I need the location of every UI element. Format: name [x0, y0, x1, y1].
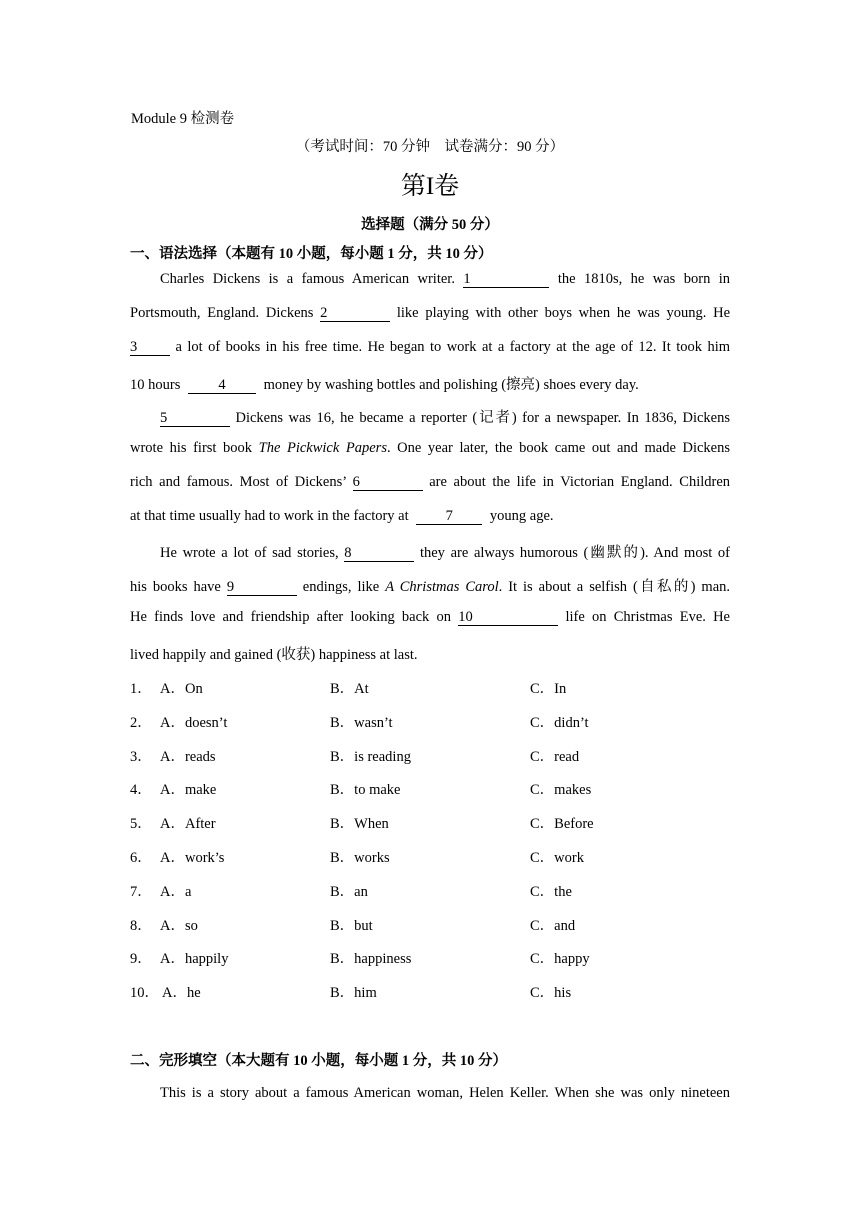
option-number: 6．: [130, 850, 152, 866]
option-a[interactable]: A．After: [160, 816, 216, 832]
option-b[interactable]: B．to make: [330, 782, 401, 798]
passage-text: . One year later, the book came out and made Dickens: [386, 440, 731, 456]
volume-title: 第I卷: [400, 173, 460, 200]
passage-text: money by washing bottles and polishing (擦亮) shoes every day.: [263, 377, 639, 393]
passage-text: they are always humorous (幽默的). And most of: [419, 545, 730, 561]
volume-subtitle: 选择题（满分 50 分）: [361, 217, 499, 233]
option-c[interactable]: C．and: [530, 918, 576, 934]
book-title: A Christmas Carol: [385, 579, 499, 595]
option-number: 4．: [130, 782, 152, 798]
option-b[interactable]: B．an: [330, 884, 368, 900]
blank-3: 3: [130, 340, 170, 356]
option-b[interactable]: B．but: [330, 918, 373, 934]
option-c[interactable]: C．makes: [530, 782, 592, 798]
passage-text: at that time usually had to work in the factory at: [130, 508, 409, 524]
passage-text: Dickens was 16, he became a reporter (记者) for a newspaper. In 1836, Dickens: [235, 410, 731, 426]
option-a[interactable]: A．reads: [160, 749, 216, 765]
passage-line: [130, 305, 730, 322]
passage-text: Portsmouth, England. Dickens: [130, 305, 314, 321]
passage-text: wrote his first book: [130, 440, 253, 456]
passage-text: endings, like: [302, 579, 380, 595]
option-c[interactable]: C．happy: [530, 951, 590, 967]
module-title: Module 9 检测卷: [131, 111, 235, 127]
option-b[interactable]: B．works: [330, 850, 390, 866]
passage-line: [130, 373, 639, 394]
blank-5: 5: [160, 411, 230, 427]
option-number: 3．: [130, 749, 152, 765]
passage-text: young age.: [489, 508, 554, 524]
passage-text: a lot of books in his free time. He began to work at a factory at the age of 12. It took him: [175, 339, 731, 355]
option-a[interactable]: A．work’s: [160, 850, 225, 866]
option-number: 9．: [130, 951, 152, 967]
option-c[interactable]: C．Before: [530, 816, 594, 832]
option-a[interactable]: A．make: [160, 782, 217, 798]
option-c[interactable]: C．the: [530, 884, 572, 900]
passage-text: like playing with other boys when he was young. He: [396, 305, 731, 321]
passage-line: [160, 271, 730, 288]
passage-text: . It is about a selfish (自私的) man.: [498, 579, 731, 595]
blank-1: 1: [463, 272, 549, 288]
option-number: 8．: [130, 918, 152, 934]
option-a[interactable]: A．a: [160, 884, 192, 900]
option-c[interactable]: C．In: [530, 681, 567, 697]
option-c[interactable]: C．didn’t: [530, 715, 589, 731]
passage-text: 10 hours: [130, 377, 181, 393]
option-a[interactable]: A．On: [160, 681, 203, 697]
passage-line: [160, 541, 730, 562]
passage-text: He wrote a lot of sad stories,: [160, 545, 339, 561]
option-number: 10．: [130, 985, 159, 1001]
blank-6: 6: [353, 475, 423, 491]
passage-line: lived happily and gained (收获) happiness at last.: [130, 647, 418, 663]
section1-title: 一、语法选择（本题有 10 小题，每小题 1 分，共 10 分）: [130, 246, 493, 262]
passage-text: life on Christmas Eve. He: [565, 609, 730, 625]
option-b[interactable]: B．When: [330, 816, 389, 832]
option-c[interactable]: C．read: [530, 749, 580, 765]
passage-line: [130, 440, 730, 457]
passage-text: the 1810s, he was born in: [557, 271, 731, 287]
option-a[interactable]: A．he: [162, 985, 201, 1001]
option-a[interactable]: A．doesn’t: [160, 715, 228, 731]
option-c[interactable]: C．work: [530, 850, 584, 866]
option-c[interactable]: C．his: [530, 985, 572, 1001]
passage-line: [130, 474, 730, 491]
passage-text: are about the life in Victorian England. Children: [429, 474, 731, 490]
passage-text: Charles Dickens is a famous American writer.: [160, 271, 455, 287]
option-b[interactable]: B．At: [330, 681, 369, 697]
passage-text: his books have: [130, 579, 221, 595]
passage-line: This is a story about a famous American woman, Helen Keller. When she was only nineteen: [160, 1085, 730, 1101]
option-b[interactable]: B．him: [330, 985, 377, 1001]
passage-line: [160, 406, 730, 427]
passage-line: [130, 339, 730, 356]
option-number: 5．: [130, 816, 152, 832]
blank-8: 8: [344, 546, 414, 562]
passage-line: [130, 609, 730, 626]
passage-line: [130, 508, 554, 525]
blank-9: 9: [227, 580, 297, 596]
exam-info: （考试时间：70 分钟 试卷满分：90 分）: [295, 139, 565, 155]
passage-text: He finds love and friendship after looking back on: [130, 609, 452, 625]
blank-10: 10: [458, 610, 558, 626]
blank-2: 2: [320, 306, 390, 322]
option-a[interactable]: A．so: [160, 918, 198, 934]
passage-text: rich and famous. Most of Dickens’: [130, 474, 346, 490]
option-b[interactable]: B．is reading: [330, 749, 411, 765]
option-b[interactable]: B．happiness: [330, 951, 412, 967]
book-title: The Pickwick Papers: [258, 440, 387, 456]
option-number: 1．: [130, 681, 152, 697]
option-a[interactable]: A．happily: [160, 951, 229, 967]
blank-4: 4: [188, 378, 256, 394]
option-b[interactable]: B．wasn’t: [330, 715, 393, 731]
passage-line: [130, 575, 730, 596]
blank-7: 7: [416, 509, 482, 525]
option-number: 2．: [130, 715, 152, 731]
section2-title: 二、完形填空（本大题有 10 小题，每小题 1 分，共 10 分）: [130, 1053, 507, 1069]
option-number: 7．: [130, 884, 152, 900]
